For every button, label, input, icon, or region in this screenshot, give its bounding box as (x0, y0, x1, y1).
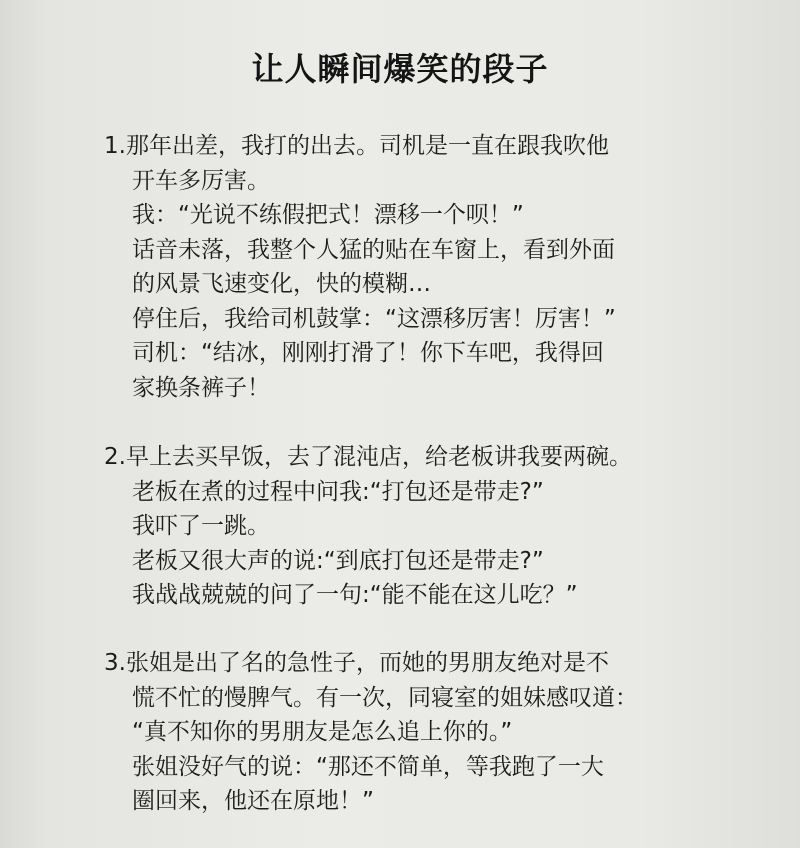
joke-line: 我吓了一跳。 (132, 513, 270, 539)
joke-line: 1.那年出差，我打的出去。司机是一直在跟我吹他 (104, 133, 609, 159)
joke-number: 1. (104, 133, 126, 159)
joke-line: 圈回来，他还在原地！” (132, 788, 374, 814)
joke-line: 我：“光说不练假把式！漂移一个呗！” (132, 202, 524, 228)
joke-line: 司机：“结冰，刚刚打滑了！你下车吧，我得回 (132, 340, 604, 366)
joke-line: “真不知你的男朋友是怎么追上你的。” (132, 719, 513, 745)
joke-1 (104, 129, 694, 405)
joke-line: 话音未落，我整个人猛的贴在车窗上，看到外面 (132, 236, 615, 263)
joke-line: 的风景飞速变化，快的模糊… (132, 271, 431, 297)
joke-number: 2. (104, 444, 126, 470)
joke-line: 2.早上去买早饭，去了混沌店，给老板讲我要两碗。 (104, 444, 632, 470)
joke-line: 开车多厉害。 (132, 167, 270, 194)
joke-line: 停住后，我给司机鼓掌：“这漂移厉害！厉害！” (132, 305, 616, 332)
joke-line: 家换条裤子！ (132, 374, 270, 401)
joke-line: 老板在煮的过程中问我:“打包还是带走?” (132, 478, 544, 505)
joke-line: 张姐没好气的说：“那还不简单，等我跑了一大 (132, 753, 604, 780)
page-title: 让人瞬间爆笑的段子 (251, 50, 549, 88)
joke-line: 我战战兢兢的问了一句:“能不能在这儿吃？” (132, 582, 578, 608)
joke-number: 3. (104, 650, 126, 676)
joke-3 (104, 646, 694, 819)
joke-line: 慌不忙的慢脾气。有一次，同寝室的姐妹感叹道： (132, 684, 638, 711)
joke-line: 老板又很大声的说:“到底打包还是带走?” (132, 547, 544, 574)
joke-2 (104, 440, 694, 613)
joke-line: 3.张姐是出了名的急性子，而她的男朋友绝对是不 (104, 650, 609, 676)
